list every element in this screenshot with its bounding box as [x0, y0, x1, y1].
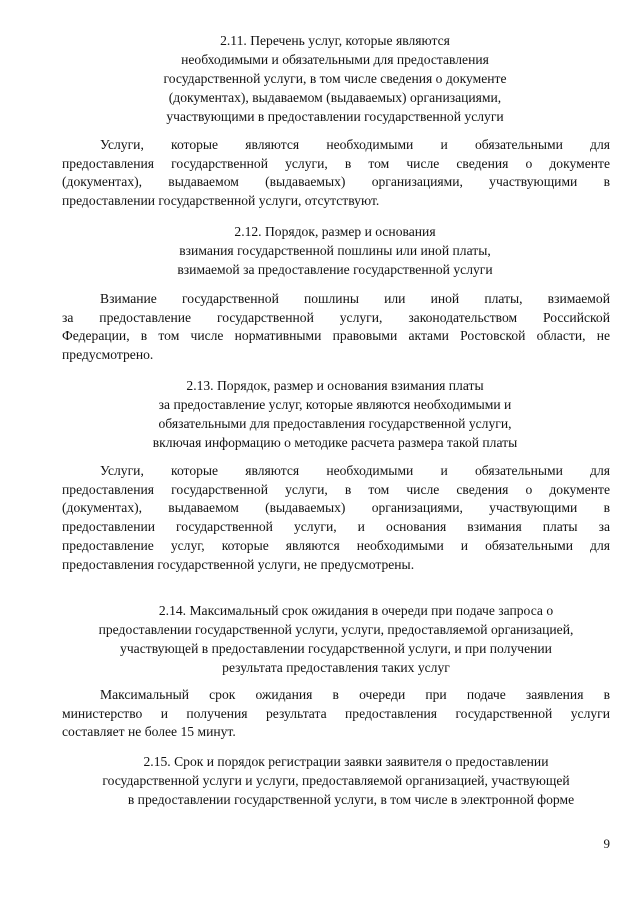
- body-line: предоставление услуг, которые являются необходимыми и обязательными для: [62, 537, 610, 553]
- heading-line: в предоставлении государственной услуги, в том числе в электронной форме: [127, 792, 575, 807]
- heading-line: результата предоставления таких услуг: [222, 660, 450, 675]
- body-line: Максимальный срок ожидания в очереди при подаче заявления в: [100, 687, 610, 702]
- body-line: за предоставление государственной услуги, законодательством Российской: [62, 309, 610, 325]
- body-line: предоставления государственной услуги, в том числе сведения о документе: [62, 155, 610, 171]
- heading-line: включая информацию о методике расчета размера такой платы: [152, 435, 518, 450]
- heading-line: 2.15. Срок и порядок регистрации заявки заявителя о предоставлении: [143, 754, 549, 769]
- heading-line: 2.11. Перечень услуг, которые являются: [220, 33, 450, 48]
- heading-line: взимания государственной пошлины или иной платы,: [179, 243, 491, 258]
- heading-line: 2.12. Порядок, размер и основания: [234, 224, 436, 239]
- body-line: Федерации, в том числе нормативными правовыми актами Ростовской области, не: [62, 328, 610, 344]
- body-line: предоставлении государственной услуги, отсутствуют.: [62, 193, 380, 209]
- body-line: предусмотрено.: [62, 347, 154, 363]
- heading-line: участвующими в предоставлении государственной услуги: [166, 109, 504, 124]
- body-line: (документах), выдаваемом (выдаваемых) организациями, участвующими в: [62, 174, 610, 190]
- heading-line: 2.14. Максимальный срок ожидания в очереди при подаче запроса о: [158, 603, 554, 618]
- heading-line: государственной услуги и услуги, предоставляемой организацией, участвующей: [102, 773, 570, 788]
- body-line: составляет не более 15 минут.: [62, 724, 236, 740]
- body-line: предоставления государственной услуги, не предусмотрены.: [62, 556, 415, 572]
- body-line: Услуги, которые являются необходимыми и обязательными для: [100, 463, 610, 478]
- page-number: 9: [603, 836, 610, 851]
- heading-line: необходимыми и обязательными для предоставления: [181, 52, 489, 67]
- section-2-12-body: [62, 290, 610, 365]
- body-line: (документах), выдаваемом (выдаваемых) организациями, участвующими в: [62, 500, 610, 516]
- section-2-11-heading: [140, 31, 530, 126]
- body-line: предоставлении государственной услуги, и основания взимания платы за: [62, 519, 610, 535]
- heading-line: (документах), выдаваемом (выдаваемых) организациями,: [168, 90, 502, 105]
- heading-line: государственной услуги, в том числе сведения о документе: [163, 71, 507, 86]
- section-2-15-heading: [62, 752, 610, 809]
- body-line: предоставления государственной услуги, в том числе сведения о документе: [62, 481, 610, 497]
- section-2-13-body: [62, 462, 610, 574]
- heading-line: участвующей в предоставлении государственной услуги, и при получении: [120, 641, 552, 656]
- heading-line: за предоставление услуг, которые являются необходимыми и: [158, 397, 512, 412]
- section-2-14-body: [62, 686, 610, 742]
- heading-line: 2.13. Порядок, размер и основания взимания платы: [186, 378, 484, 393]
- body-line: министерство и получения результата предоставления государственной услуги: [62, 705, 610, 721]
- section-2-13-heading: [110, 376, 560, 452]
- body-line: Услуги, которые являются необходимыми и обязательными для: [100, 137, 610, 152]
- body-line: Взимание государственной пошлины или иной платы, взимаемой: [100, 291, 610, 306]
- heading-line: предоставлении государственной услуги, услуги, предоставляемой организацией,: [98, 622, 574, 637]
- heading-line: взимаемой за предоставление государственной услуги: [177, 262, 493, 277]
- section-2-12-heading: [140, 222, 530, 279]
- section-2-11-body: [62, 136, 610, 211]
- heading-line: обязательными для предоставления государственной услуги,: [158, 416, 512, 431]
- section-2-14-heading: [62, 601, 610, 677]
